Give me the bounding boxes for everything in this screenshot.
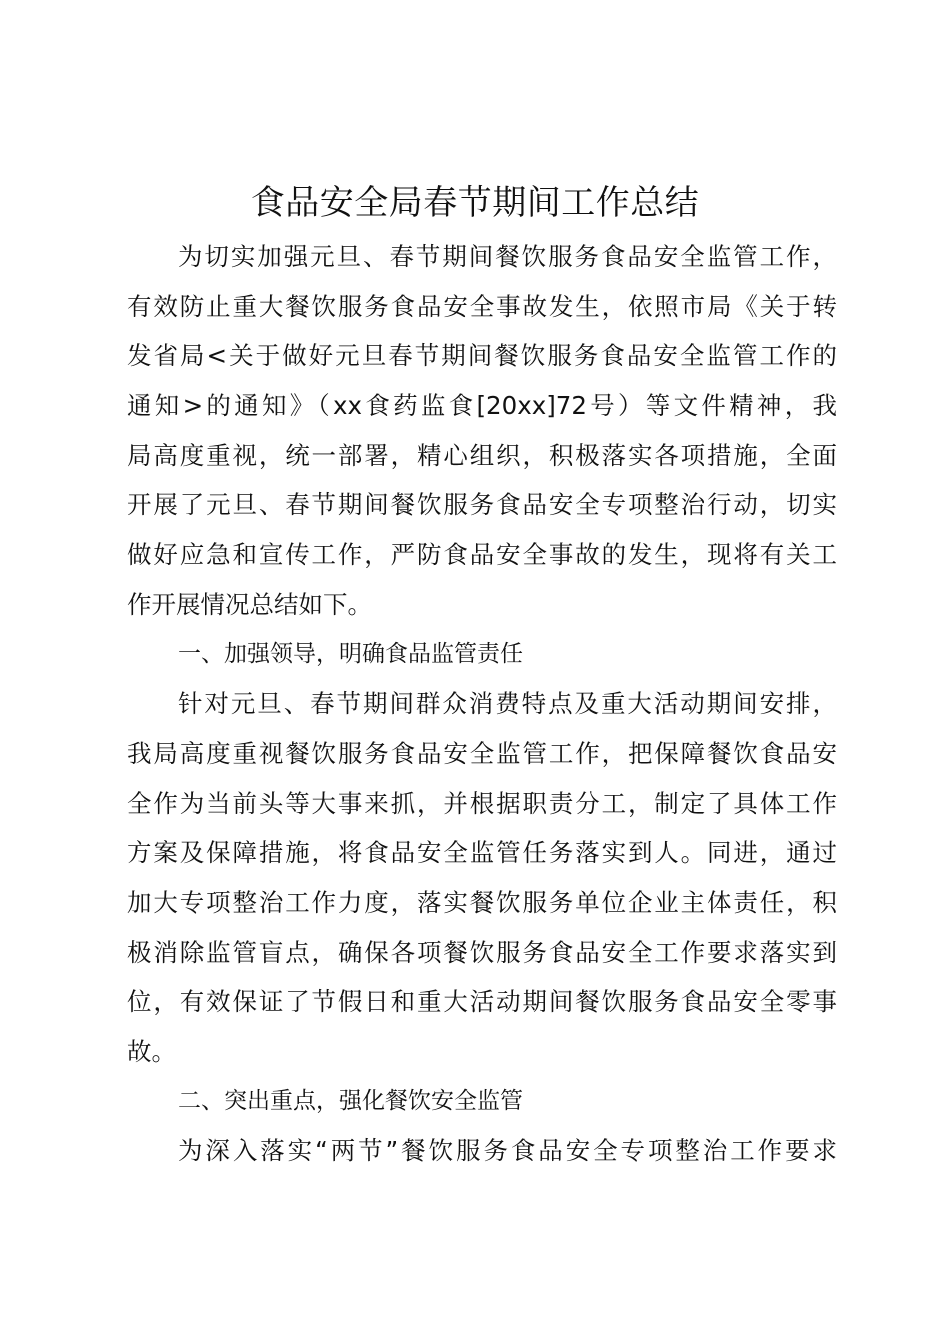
text-line: 极消除监管盲点，确保各项餐饮服务食品安全工作要求落实到	[127, 937, 837, 967]
text-line: 位，有效保证了节假日和重大活动期间餐饮服务食品安全零事	[127, 987, 837, 1017]
text-line: 作开展情况总结如下。	[127, 589, 372, 619]
text-line: 为深入落实“两节”餐饮服务食品安全专项整治工作要求	[178, 1136, 837, 1166]
text-line: 开展了元旦、春节期间餐饮服务食品安全专项整治行动，切实	[127, 490, 837, 520]
text-line: 方案及保障措施，将食品安全监管任务落实到人。同进，通过	[127, 838, 837, 868]
document-body	[127, 232, 837, 1176]
section-heading: 二、突出重点，强化餐饮安全监管	[178, 1087, 523, 1114]
text-line: 全作为当前头等大事来抓，并根据职责分工，制定了具体工作	[127, 788, 837, 818]
text-line: 为切实加强元旦、春节期间餐饮服务食品安全监管工作，	[178, 242, 837, 271]
text-line: 针对元旦、春节期间群众消费特点及重大活动期间安排，	[178, 689, 837, 719]
text-line: 加大专项整治工作力度，落实餐饮服务单位企业主体责任，积	[127, 887, 837, 917]
text-line: 通知>的通知》（xx食药监食[20xx]72号）等文件精神，我	[127, 391, 837, 421]
document-title: 食品安全局春节期间工作总结	[250, 183, 700, 223]
text-line: 发省局<关于做好元旦春节期间餐饮服务食品安全监管工作的	[127, 341, 837, 371]
text-line: 我局高度重视餐饮服务食品安全监管工作，把保障餐饮食品安	[127, 738, 837, 768]
section-heading: 一、加强领导，明确食品监管责任	[178, 640, 523, 667]
text-line: 做好应急和宣传工作，严防食品安全事故的发生，现将有关工	[127, 540, 837, 570]
text-line: 故。	[127, 1037, 176, 1066]
text-line: 有效防止重大餐饮服务食品安全事故发生，依照市局《关于转	[127, 291, 837, 321]
text-line: 局高度重视，统一部署，精心组织，积极落实各项措施，全面	[127, 440, 837, 470]
